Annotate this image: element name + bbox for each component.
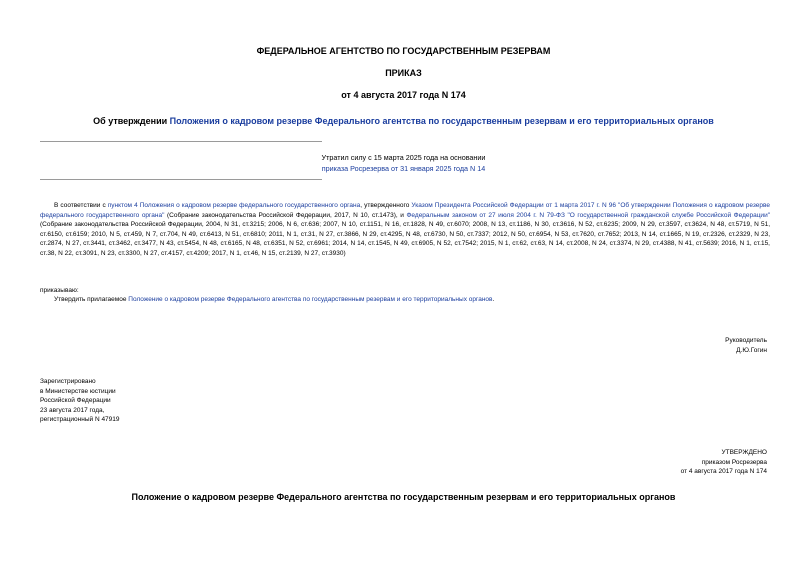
divider-top [40,141,322,142]
preamble-link-position[interactable]: пунктом 4 Положения о кадровом резерве федерального государственного органа [107,202,361,209]
registration-line-4: 23 августа 2017 года, [40,406,105,414]
doc-type-heading: ПРИКАЗ [385,68,422,78]
signature-position: Руководитель [725,337,767,344]
registration-line-3: Российской Федерации [40,397,111,405]
order-title-prefix: Об утверждении [93,116,170,126]
approved-line-2: приказом Росрезерва [701,458,767,466]
order-date-number: от 4 августа 2017 года N 174 [341,90,466,100]
order-title [0,116,807,126]
order-clause [54,295,774,305]
agency-heading: ФЕДЕРАЛЬНОЕ АГЕНТСТВО ПО ГОСУДАРСТВЕННЫМ РЕЗЕРВАМ [256,46,551,56]
status-note-link[interactable]: приказа Росрезерва от 31 января 2025 года N 14 [321,163,486,173]
registration-line-5: регистрационный N 47919 [40,416,120,424]
preamble-text-2: , утвержденного [360,202,412,209]
preamble-paragraph [40,201,770,259]
approved-line-3: от 4 августа 2017 года N 174 [680,468,767,476]
registration-line-1: Зарегистрировано [40,378,96,385]
preamble-text-1: В соответствии с [54,202,108,209]
signature-block [567,336,767,355]
annex-title: Положение о кадровом резерве Федерального агентства по государственным резервам и его территориальных органов [131,492,676,502]
order-title-link[interactable]: Положения о кадровом резерве Федерального агентства по государственным резервам и его территориальных органов [169,116,714,126]
registration-block [40,377,240,425]
approved-block [547,448,767,477]
preamble-text-4: (Собрание законодательства Российской Федерации, 2004, N 31, ст.3215; 2006, N 6, ст.636; 2007, N 10, ст.1151, N 16, ст.1828, N 49, ст.6070; 2008, N 13, ст.1186, N 30, ст.3616, N 52, ст.6235; 2009, N 29, ст.3597, ст.3624, N 48, ст.5719, N 51, ст.6150, ст.6159; 2010, N 5, ст.459, N 7, ст.704, N 49, ст.6413, N 51, ст.6810; 2011, N 1, ст.31, N 27, ст.3866, N 29, ст.4295, N 48, ст.6730, N 50, ст.7337; 2012, N 50, ст.6954, N 53, ст.7620, ст.7652; 2013, N 14, ст.1665, N 19, ст.2326, ст.2329, N 23, ст.2874, N 27, ст.3441, ст.3462, ст.3477, N 43, ст.5454, N 48, ст.6165, N 48, ст.6351, N 52, ст.6961; 2014, N 14, ст.1545, N 49, ст.6905, N 52, ст.7542; 2015, N 1, ст.62, ст.63, N 14, ст.2008, N 24, ст.3374, N 29, ст.4388, N 41, ст.5639; 2016, N 1, ст.15, ст.38, N 22, ст.3091, N 23, ст.3300, N 27, ст.4157, ст.4209; 2017, N 1, ст.46, N 15, ст.2139, N 27, ст.3930) [40,221,770,257]
registration-line-2: в Министерстве юстиции [40,387,116,395]
preamble-text-3: (Собрание законодательства Российской Федерации, 2017, N 10, ст.1473), и [164,211,407,219]
status-note-text: Утратил силу с 15 марта 2025 года на основании [321,153,486,162]
order-clause-suffix: . [492,296,495,303]
prikazyvayu-label: приказываю: [40,287,79,294]
signature-name: Д.Ю.Гогин [736,346,767,354]
preamble-link-decree[interactable]: Указом Президента Российской Федерации от 1 марта 2017 г. N 96 "Об утверждении Положения о кадровом резерве федерального государственного органа" [40,202,770,219]
preamble-link-federal-law[interactable]: Федеральным законом от 27 июля 2004 г. N 79-ФЗ "О государственной гражданской службе Российской Федерации" [406,211,771,219]
order-clause-prefix: Утвердить прилагаемое [54,296,129,303]
status-note [0,153,807,174]
approved-line-1: УТВЕРЖДЕНО [721,449,767,456]
divider-bottom [40,179,322,180]
order-clause-link[interactable]: Положение о кадровом резерве Федерального агентства по государственным резервам и его территориальных органов [128,296,493,303]
